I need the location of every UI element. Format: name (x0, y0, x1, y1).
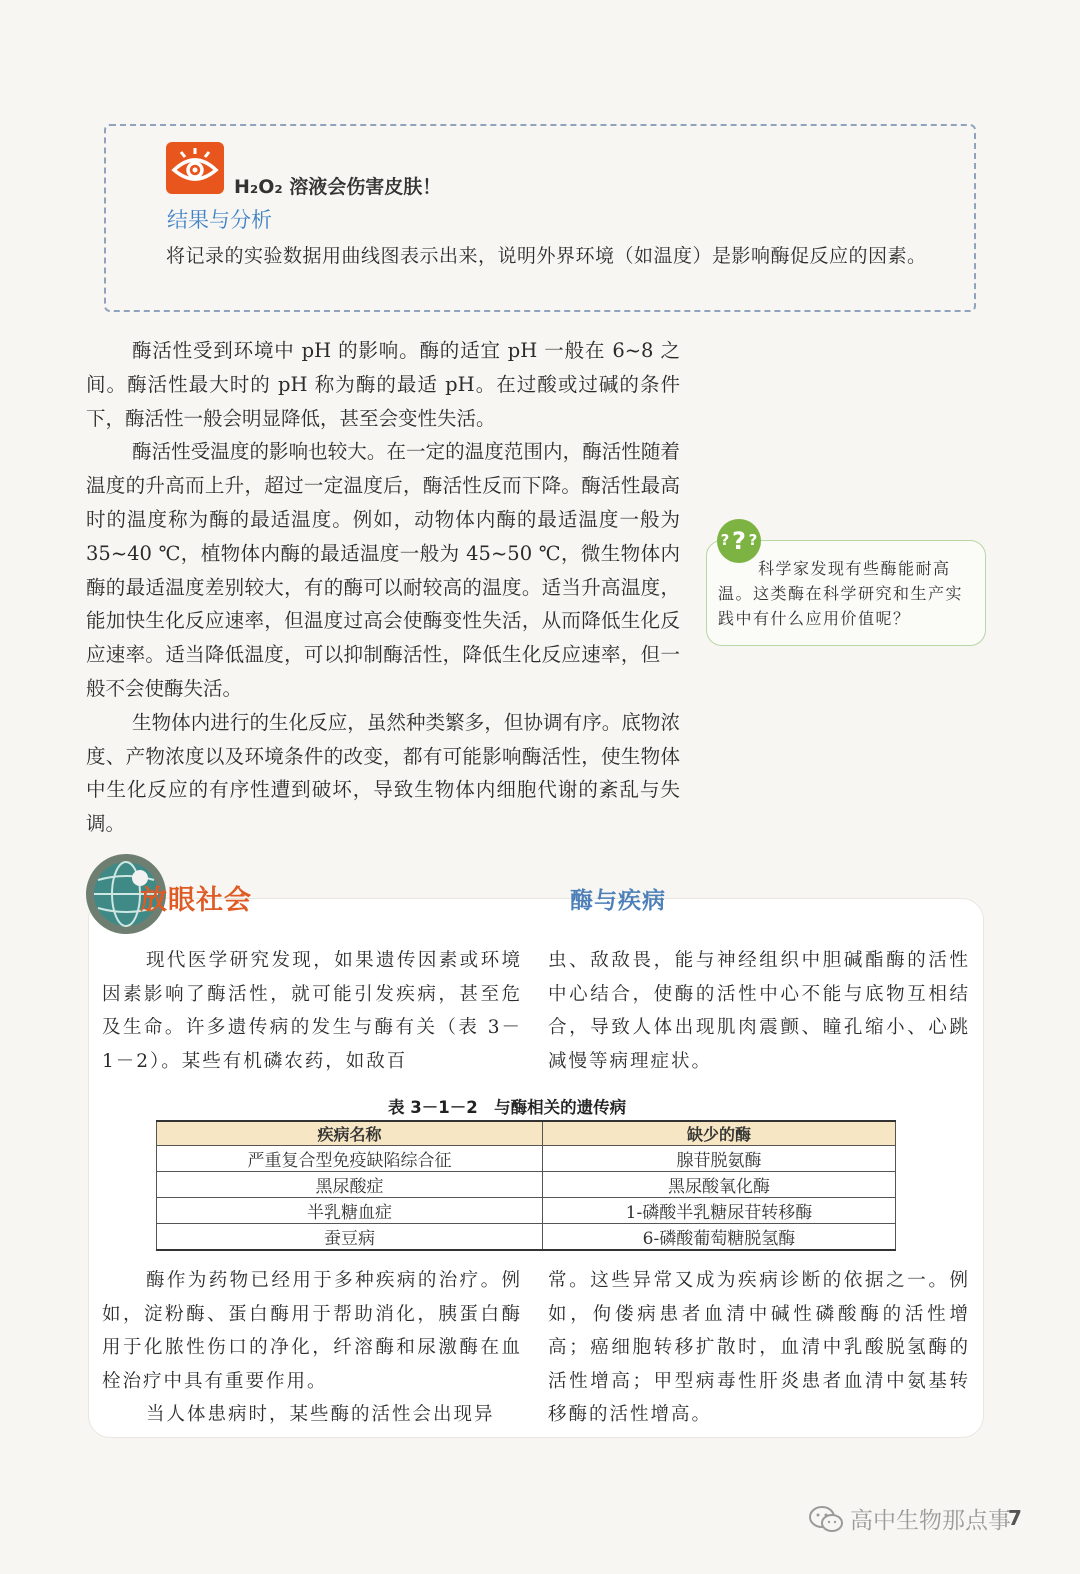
paragraph-regulation: 生物体内进行的生化反应，虽然种类繁多，但协调有序。底物浓度、产物浓度以及环境条件的改变，都有可能影响酶活性，使生物体中生化反应的有序性遭到破坏，导致生物体内细胞代谢的紊乱与失调。 (86, 710, 680, 836)
society-right-top: 虫、敌敌畏，能与神经组织中胆碱酯酶的活性中心结合，使酶的活性中心不能与底物互相结合，导致人体出现肌肉震颤、瞳孔缩小、心跳减慢等病理症状。 (548, 950, 970, 1072)
svg-text:?: ? (748, 531, 758, 549)
society-left-top: 现代医学研究发现，如果遗传因素或环境因素影响了酶活性，就可能引发疾病，甚至危及生命。许多遗传病的发生与酶有关（表 3－1－2）。某些有机磷农药，如敌百 (102, 950, 522, 1072)
page-number: 7 (1008, 1506, 1022, 1530)
table-row (157, 1146, 896, 1172)
table-cell: 蚕豆病 (157, 1224, 543, 1251)
table-row (157, 1198, 896, 1224)
table-row (157, 1172, 896, 1198)
table-cell: 黑尿酸症 (157, 1172, 543, 1198)
paragraph-disease-diagnosis: 当人体患病时，某些酶的活性会出现异 (146, 1404, 495, 1425)
paragraph-temperature: 酶活性受温度的影响也较大。在一定的温度范围内，酶活性随着温度的升高而上升，超过一定温度后，酶活性反而下降。酶活性最高时的温度称为酶的最适温度。例如，动物体内酶的最适温度一般为 35~40 ℃，植物体内酶的最适温度一般为 45~50 ℃，微生物体内酶的最适温度差别较大，有的酶可以耐较高的温度。适当升高温度，能加快生化反应速率，但温度过高会使酶变性失活，从而降低生化反应速率。适当降低温度，可以抑制酶活性，降低生化反应速率，但一般不会使酶失活。 (86, 440, 680, 700)
watermark (808, 1502, 1011, 1535)
table-header-enzyme: 缺少的酶 (542, 1121, 895, 1146)
table-header-disease: 疾病名称 (157, 1121, 543, 1146)
table-cell: 黑尿酸氧化酶 (542, 1172, 895, 1198)
table-cell: 1-磷酸半乳糖尿苷转移酶 (542, 1198, 895, 1224)
table-cell: 6-磷酸葡萄糖脱氢酶 (542, 1224, 895, 1251)
main-text (86, 334, 680, 841)
results-text: 将记录的实验数据用曲线图表示出来，说明外界环境（如温度）是影响酶促反应的因素。 (166, 245, 927, 267)
paragraph-ph: 酶活性受到环境中 pH 的影响。酶的适宜 pH 一般在 6~8 之间。酶活性最大时的 pH 称为酶的最适 pH。在过酸或过碱的条件下，酶活性一般会明显降低，甚至会变性失活。 (86, 339, 680, 430)
wechat-icon (808, 1505, 844, 1533)
results-heading: 结果与分析 (167, 208, 272, 232)
table-cell: 严重复合型免疫缺陷综合征 (157, 1146, 543, 1172)
society-left-bottom (102, 1264, 522, 1432)
table-cell: 腺苷脱氨酶 (542, 1146, 895, 1172)
svg-text:?: ? (732, 527, 746, 555)
table-caption: 表 3－1－2 与酶相关的遗传病 (388, 1098, 627, 1117)
paragraph-enzyme-drugs: 酶作为药物已经用于多种疾病的治疗。例如，淀粉酶、蛋白酶用于帮助消化，胰蛋白酶用于化脓性伤口的净化，纤溶酶和尿激酶在血栓治疗中具有重要作用。 (102, 1270, 522, 1392)
svg-text:?: ? (720, 531, 730, 549)
watermark-text: 高中生物那点事 (850, 1508, 1011, 1534)
eye-warning-icon (166, 142, 224, 194)
society-subtitle: 酶与疾病 (570, 887, 666, 914)
safety-warning: H₂O₂ 溶液会伤害皮肤！ (234, 176, 442, 198)
society-title: 放眼社会 (140, 885, 252, 916)
question-text: 科学家发现有些酶能耐高温。这类酶在科学研究和生产实践中有什么应用价值呢？ (718, 559, 964, 628)
society-right-bottom: 常。这些异常又成为疾病诊断的依据之一。例如，佝偻病患者血清中碱性磷酸酶的活性增高；癌细胞转移扩散时，血清中乳酸脱氢酶的活性增高；甲型病毒性肝炎患者血清中氨基转移酶的活性增高。 (548, 1270, 970, 1425)
enzyme-disease-table (156, 1120, 896, 1251)
table-cell: 半乳糖血症 (157, 1198, 543, 1224)
table-row (157, 1224, 896, 1251)
